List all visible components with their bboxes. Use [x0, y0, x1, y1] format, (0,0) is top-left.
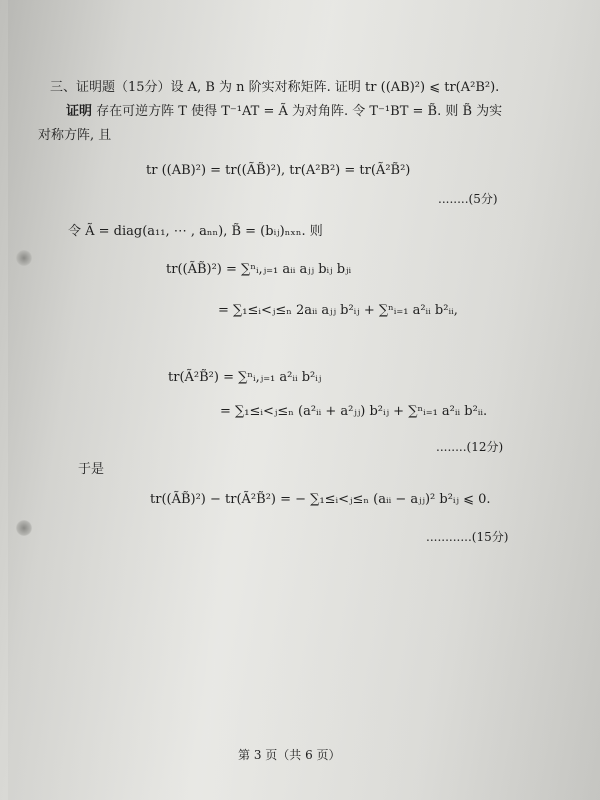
binding-hole — [16, 250, 32, 266]
equation-2-line-2: = ∑₁≤ᵢ<ⱼ≤ₙ 2aᵢᵢ aⱼⱼ b²ᵢⱼ + ∑ⁿᵢ₌₁ a²ᵢᵢ b²ᵢᵢ, — [218, 303, 458, 318]
score-marker-12: ........(12分) — [436, 440, 504, 454]
proof-intro-line-2: 对称方阵, 且 — [38, 128, 112, 143]
let-statement: 令 Ã = diag(a₁₁, ⋯ , aₙₙ), B̃ = (bᵢⱼ)ₙₓₙ. 则 — [68, 224, 323, 239]
proof-intro-text: 存在可逆方阵 T 使得 T⁻¹AT = Ã 为对角阵. 令 T⁻¹BT = B̃. 则 B̃ 为实 — [96, 104, 503, 119]
page-number: 第 3 页（共 6 页） — [238, 748, 341, 762]
score-marker-15: ............(15分) — [426, 530, 509, 544]
equation-4: tr((ÃB̃)²) − tr(Ã²B̃²) = − ∑₁≤ᵢ<ⱼ≤ₙ (aᵢᵢ − aⱼⱼ)² b²ᵢⱼ ⩽ 0. — [150, 492, 491, 507]
therefore-label: 于是 — [78, 462, 105, 477]
question-heading: 三、证明题（15分）设 A, B 为 n 阶实对称矩阵. 证明 tr ((AB)²) ⩽ tr(A²B²). — [50, 80, 500, 95]
equation-3-line-2: = ∑₁≤ᵢ<ⱼ≤ₙ (a²ᵢᵢ + a²ⱼⱼ) b²ᵢⱼ + ∑ⁿᵢ₌₁ a²ᵢᵢ b²ᵢᵢ. — [220, 404, 488, 419]
proof-intro-line — [66, 104, 502, 120]
score-marker-5: ........(5分) — [438, 192, 498, 206]
equation-3-line-1: tr(Ã²B̃²) = ∑ⁿᵢ,ⱼ₌₁ a²ᵢᵢ b²ᵢⱼ — [168, 370, 322, 385]
exam-page — [8, 0, 600, 800]
equation-2-line-1: tr((ÃB̃)²) = ∑ⁿᵢ,ⱼ₌₁ aᵢᵢ aⱼⱼ bᵢⱼ bⱼᵢ — [166, 262, 352, 277]
equation-1: tr ((AB)²) = tr((ÃB̃)²), tr(A²B²) = tr(Ã²B̃²) — [146, 163, 411, 178]
binding-hole — [16, 520, 32, 536]
proof-label: 证明 — [66, 104, 93, 119]
